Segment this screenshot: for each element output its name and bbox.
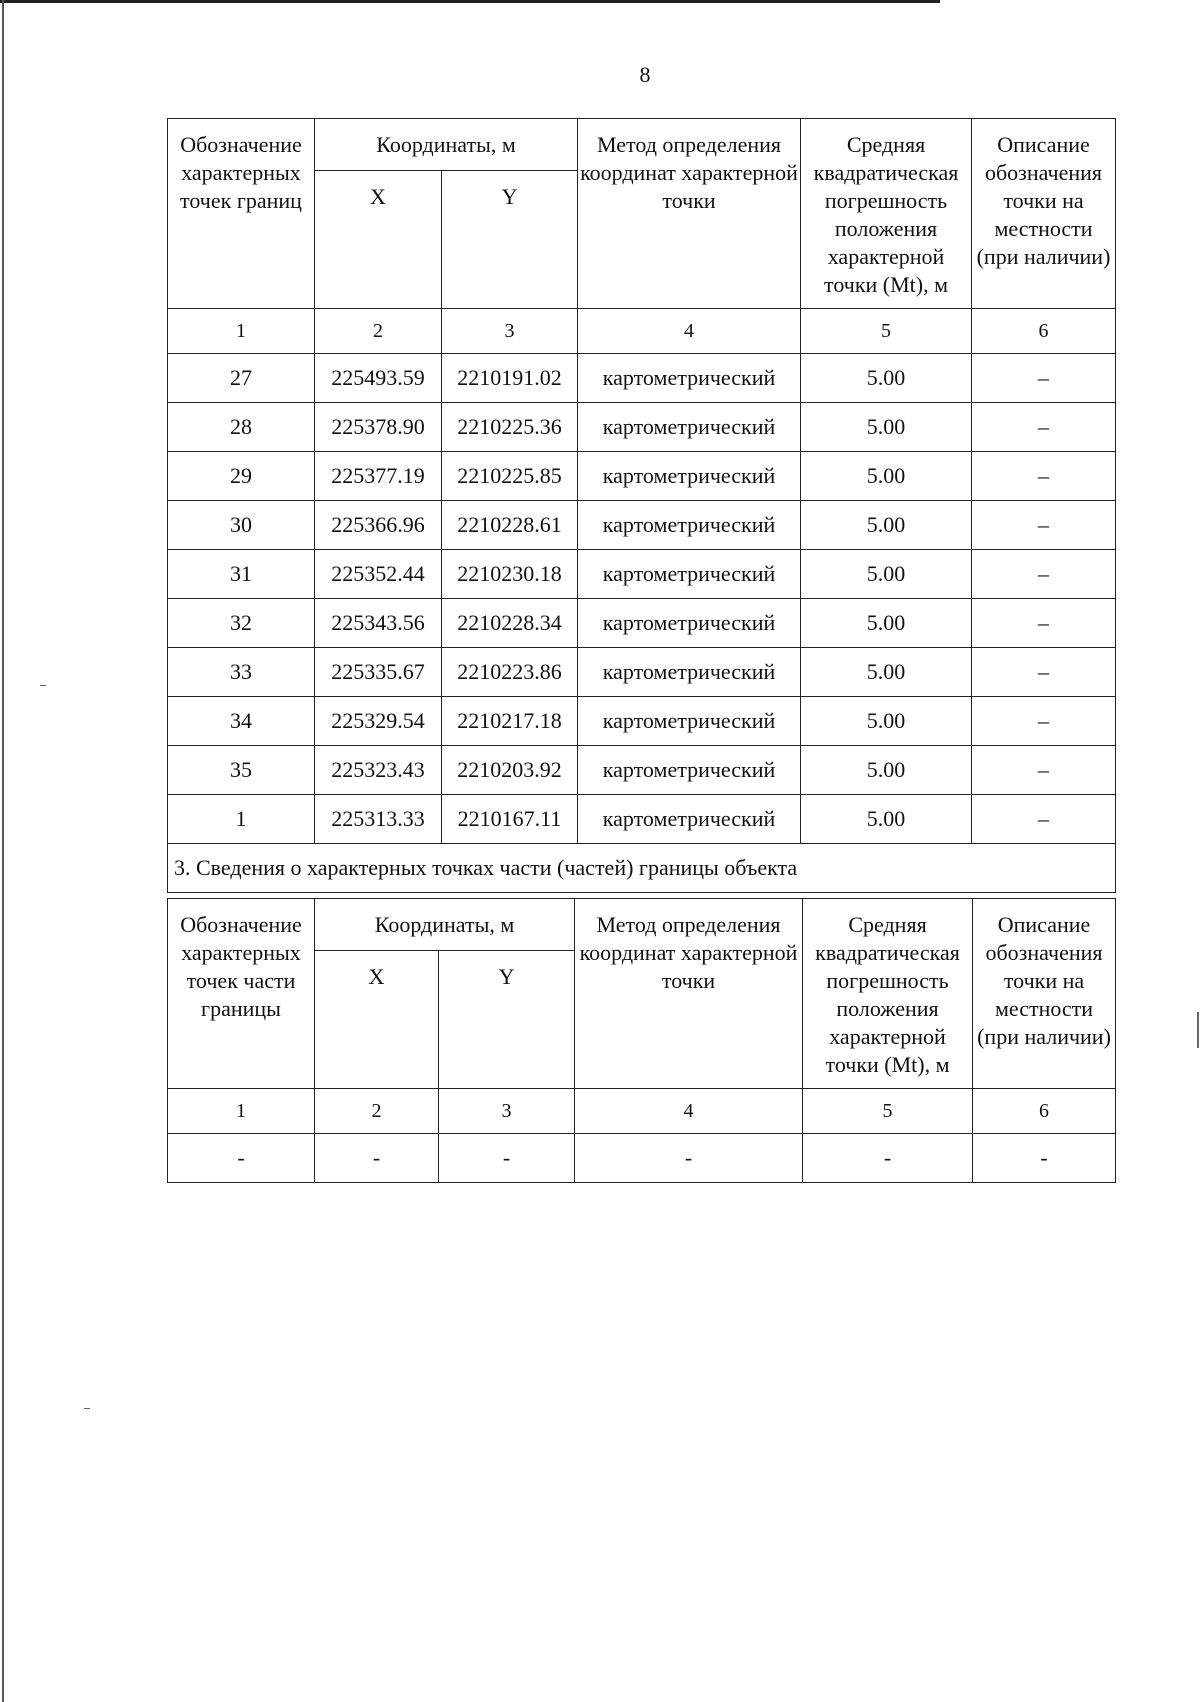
method: картометрический [578, 354, 801, 403]
method: картометрический [578, 452, 801, 501]
index-cell: 4 [578, 309, 801, 354]
coord-x: 225378.90 [315, 403, 442, 452]
index-cell: 6 [973, 1089, 1116, 1134]
description: – [972, 746, 1116, 795]
table-row [168, 599, 1116, 648]
error: 5.00 [801, 354, 972, 403]
point-id: 30 [168, 501, 315, 550]
error: 5.00 [801, 501, 972, 550]
header-y: Y [442, 171, 578, 309]
point-id: 34 [168, 697, 315, 746]
header-method: Метод определения координат характерной точки [578, 119, 801, 309]
description: – [972, 599, 1116, 648]
table-row [168, 648, 1116, 697]
coord-y: 2210228.34 [442, 599, 578, 648]
point-id: - [168, 1134, 315, 1183]
coord-y: 2210230.18 [442, 550, 578, 599]
index-cell: 1 [168, 1089, 315, 1134]
index-cell: 4 [575, 1089, 803, 1134]
index-cell: 2 [315, 309, 442, 354]
table-row [168, 403, 1116, 452]
error: 5.00 [801, 599, 972, 648]
header-coords: Координаты, м [315, 899, 575, 951]
index-cell: 1 [168, 309, 315, 354]
section-title: 3. Сведения о характерных точках части (частей) границы объекта [168, 844, 1116, 893]
page-number: 8 [639, 62, 651, 87]
scan-speck [84, 1408, 90, 1409]
description: – [972, 403, 1116, 452]
scan-speck [40, 685, 46, 686]
table-row [168, 452, 1116, 501]
part-boundary-table [167, 898, 1116, 1183]
method: картометрический [578, 746, 801, 795]
coord-x: 225377.19 [315, 452, 442, 501]
point-id: 33 [168, 648, 315, 697]
table-row [168, 746, 1116, 795]
error: 5.00 [801, 697, 972, 746]
index-cell: 2 [315, 1089, 439, 1134]
header-point: Обозначение характерных точек границ [168, 119, 315, 309]
coord-y: 2210228.61 [442, 501, 578, 550]
description: – [972, 501, 1116, 550]
coord-x: 225352.44 [315, 550, 442, 599]
error: 5.00 [801, 403, 972, 452]
index-cell: 3 [442, 309, 578, 354]
error: 5.00 [801, 648, 972, 697]
header-description: Описание обозначения точки на местности (при наличии) [973, 899, 1116, 1089]
coord-y: 2210167.11 [442, 795, 578, 844]
index-cell: 5 [803, 1089, 973, 1134]
error: 5.00 [801, 550, 972, 599]
coord-y: 2210217.18 [442, 697, 578, 746]
index-cell: 6 [972, 309, 1116, 354]
method: картометрический [578, 599, 801, 648]
coord-y: 2210203.92 [442, 746, 578, 795]
method: картометрический [578, 550, 801, 599]
point-id: 32 [168, 599, 315, 648]
table-row [168, 550, 1116, 599]
header-error: Средняя квадратическая погрешность положения характерной точки (Mt), м [801, 119, 972, 309]
point-id: 31 [168, 550, 315, 599]
table-row [168, 501, 1116, 550]
description: – [972, 550, 1116, 599]
point-id: 29 [168, 452, 315, 501]
header-y: Y [439, 951, 575, 1089]
index-cell: 3 [439, 1089, 575, 1134]
point-id: 35 [168, 746, 315, 795]
coord-x: 225343.56 [315, 599, 442, 648]
method: картометрический [578, 501, 801, 550]
method: картометрический [578, 697, 801, 746]
error: 5.00 [801, 746, 972, 795]
coord-x: 225366.96 [315, 501, 442, 550]
coord-y: 2210225.36 [442, 403, 578, 452]
header-coords: Координаты, м [315, 119, 578, 171]
point-id: 1 [168, 795, 315, 844]
method: - [575, 1134, 803, 1183]
description: – [972, 697, 1116, 746]
point-id: 28 [168, 403, 315, 452]
header-method: Метод определения координат характерной точки [575, 899, 803, 1089]
description: – [972, 795, 1116, 844]
table-row [168, 795, 1116, 844]
scan-edge-top [0, 0, 940, 3]
coord-x: 225323.43 [315, 746, 442, 795]
coord-x: 225493.59 [315, 354, 442, 403]
coord-x: 225329.54 [315, 697, 442, 746]
coord-x: - [315, 1134, 439, 1183]
error: - [803, 1134, 973, 1183]
description: – [972, 648, 1116, 697]
description: - [973, 1134, 1116, 1183]
method: картометрический [578, 648, 801, 697]
error: 5.00 [801, 795, 972, 844]
coord-x: 225313.33 [315, 795, 442, 844]
header-error: Средняя квадратическая погрешность положения характерной точки (Mt), м [803, 899, 973, 1089]
method: картометрический [578, 795, 801, 844]
scan-edge-left [2, 0, 4, 1702]
scan-edge-mark [1197, 1012, 1199, 1048]
index-cell: 5 [801, 309, 972, 354]
description: – [972, 354, 1116, 403]
header-x: X [315, 171, 442, 309]
point-id: 27 [168, 354, 315, 403]
coord-y: 2210223.86 [442, 648, 578, 697]
table-row [168, 354, 1116, 403]
header-point: Обозначение характерных точек части границы [168, 899, 315, 1089]
table-row [168, 697, 1116, 746]
index-row [168, 309, 1116, 354]
coord-y: 2210225.85 [442, 452, 578, 501]
coordinates-table [167, 118, 1116, 893]
header-description: Описание обозначения точки на местности (при наличии) [972, 119, 1116, 309]
method: картометрический [578, 403, 801, 452]
header-x: X [315, 951, 439, 1089]
coord-x: 225335.67 [315, 648, 442, 697]
table-row [168, 1134, 1116, 1183]
index-row [168, 1089, 1116, 1134]
description: – [972, 452, 1116, 501]
coord-y: - [439, 1134, 575, 1183]
coord-y: 2210191.02 [442, 354, 578, 403]
error: 5.00 [801, 452, 972, 501]
